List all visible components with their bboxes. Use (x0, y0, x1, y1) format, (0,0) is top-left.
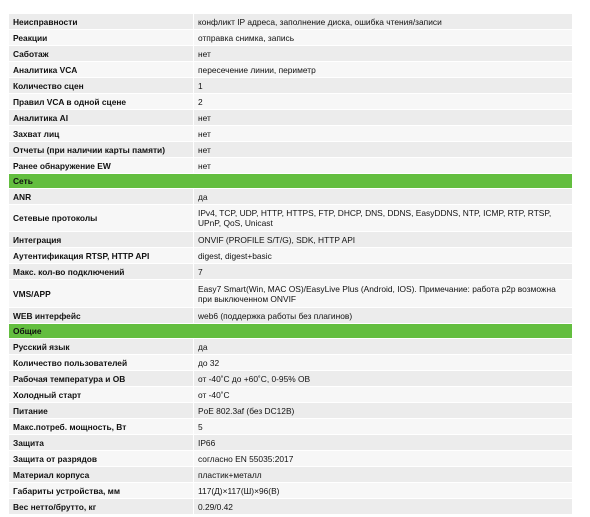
spec-label: Сетевые протоколы (9, 205, 194, 232)
spec-label: Аналитика VCA (9, 62, 194, 78)
spec-value: 1 (194, 78, 573, 94)
spec-row-cold-start (9, 387, 573, 403)
spec-value: IP66 (194, 435, 573, 451)
spec-label: Холодный старт (9, 387, 194, 403)
spec-label: Правил VCA в одной сцене (9, 94, 194, 110)
spec-value: 5 (194, 419, 573, 435)
spec-value: 0.29/0.42 (194, 499, 573, 515)
spec-value: от -40˚С до +60˚С, 0-95% ОВ (194, 371, 573, 387)
spec-value: от -40˚С (194, 387, 573, 403)
spec-row-housing-material (9, 467, 573, 483)
spec-value: digest, digest+basic (194, 248, 573, 264)
spec-label: Количество пользователей (9, 355, 194, 371)
spec-value: до 32 (194, 355, 573, 371)
spec-row-protection (9, 435, 573, 451)
spec-row-operating-temperature (9, 371, 573, 387)
spec-row-faults (9, 14, 573, 30)
spec-label: Рабочая температура и ОВ (9, 371, 194, 387)
spec-value: PoE 802.3af (без DC12В) (194, 403, 573, 419)
spec-row-authentication (9, 248, 573, 264)
spec-value: да (194, 189, 573, 205)
spec-label: Вес нетто/брутто, кг (9, 499, 194, 515)
spec-label: Макс.потреб. мощность, Вт (9, 419, 194, 435)
spec-row-sabotage (9, 46, 573, 62)
spec-row-max-connections (9, 264, 573, 280)
spec-value: ONVIF (PROFILE S/T/G), SDK, HTTP API (194, 232, 573, 248)
spec-row-vca-rules (9, 94, 573, 110)
spec-row-surge-protection (9, 451, 573, 467)
spec-value: web6 (поддержка работы без плагинов) (194, 308, 573, 324)
spec-value: 2 (194, 94, 573, 110)
spec-label: Ранее обнаружение EW (9, 158, 194, 174)
spec-row-max-power (9, 419, 573, 435)
spec-value: согласно EN 55035:2017 (194, 451, 573, 467)
spec-label: Материал корпуса (9, 467, 194, 483)
spec-value: 117(Д)×117(Ш)×96(В) (194, 483, 573, 499)
spec-value: 7 (194, 264, 573, 280)
spec-row-early-warning (9, 158, 573, 174)
spec-label: Русский язык (9, 339, 194, 355)
spec-row-web-interface (9, 308, 573, 324)
specifications-table (8, 13, 573, 515)
section-header-general (9, 324, 573, 339)
spec-row-network-protocols (9, 205, 573, 232)
spec-row-scene-count (9, 78, 573, 94)
spec-value: конфликт IP адреса, заполнение диска, ошибка чтения/записи (194, 14, 573, 30)
spec-label: WEB интерфейс (9, 308, 194, 324)
spec-label: VMS/APP (9, 280, 194, 308)
spec-label: Защита (9, 435, 194, 451)
section-title: Общие (9, 324, 573, 339)
section-title: Сеть (9, 174, 573, 189)
spec-value: нет (194, 142, 573, 158)
spec-label: Саботаж (9, 46, 194, 62)
spec-label: Аналитика AI (9, 110, 194, 126)
spec-row-reactions (9, 30, 573, 46)
spec-row-vca-analytics (9, 62, 573, 78)
spec-label: Макс. кол-во подключений (9, 264, 194, 280)
spec-label: Аутентификация RTSP, HTTP API (9, 248, 194, 264)
spec-value: пластик+металл (194, 467, 573, 483)
spec-row-weight (9, 499, 573, 515)
spec-row-integration (9, 232, 573, 248)
section-header-network (9, 174, 573, 189)
spec-label: Габариты устройства, мм (9, 483, 194, 499)
spec-label: Количество сцен (9, 78, 194, 94)
spec-row-power (9, 403, 573, 419)
spec-row-user-count (9, 355, 573, 371)
spec-row-vms-app (9, 280, 573, 308)
spec-label: Реакции (9, 30, 194, 46)
spec-value: отправка снимка, запись (194, 30, 573, 46)
spec-label: Неисправности (9, 14, 194, 30)
spec-row-reports (9, 142, 573, 158)
spec-label: ANR (9, 189, 194, 205)
spec-value: Easy7 Smart(Win, MAC OS)/EasyLive Plus (Android, IOS). Примечание: работа p2p возможна при выключенном ONVIF (194, 280, 573, 308)
spec-label: Захват лиц (9, 126, 194, 142)
spec-value: пересечение линии, периметр (194, 62, 573, 78)
spec-value: нет (194, 46, 573, 62)
spec-label: Защита от разрядов (9, 451, 194, 467)
spec-row-anr (9, 189, 573, 205)
spec-row-ai-analytics (9, 110, 573, 126)
spec-label: Отчеты (при наличии карты памяти) (9, 142, 194, 158)
spec-row-dimensions (9, 483, 573, 499)
spec-value: нет (194, 110, 573, 126)
spec-row-russian-language (9, 339, 573, 355)
spec-row-face-capture (9, 126, 573, 142)
spec-value: IPv4, TCP, UDP, HTTP, HTTPS, FTP, DHCP, DNS, DDNS, EasyDDNS, NTP, ICMP, RTP, RTSP, UPnP, QoS, Unicast (194, 205, 573, 232)
spec-value: нет (194, 126, 573, 142)
spec-label: Интеграция (9, 232, 194, 248)
spec-label: Питание (9, 403, 194, 419)
spec-value: нет (194, 158, 573, 174)
spec-value: да (194, 339, 573, 355)
